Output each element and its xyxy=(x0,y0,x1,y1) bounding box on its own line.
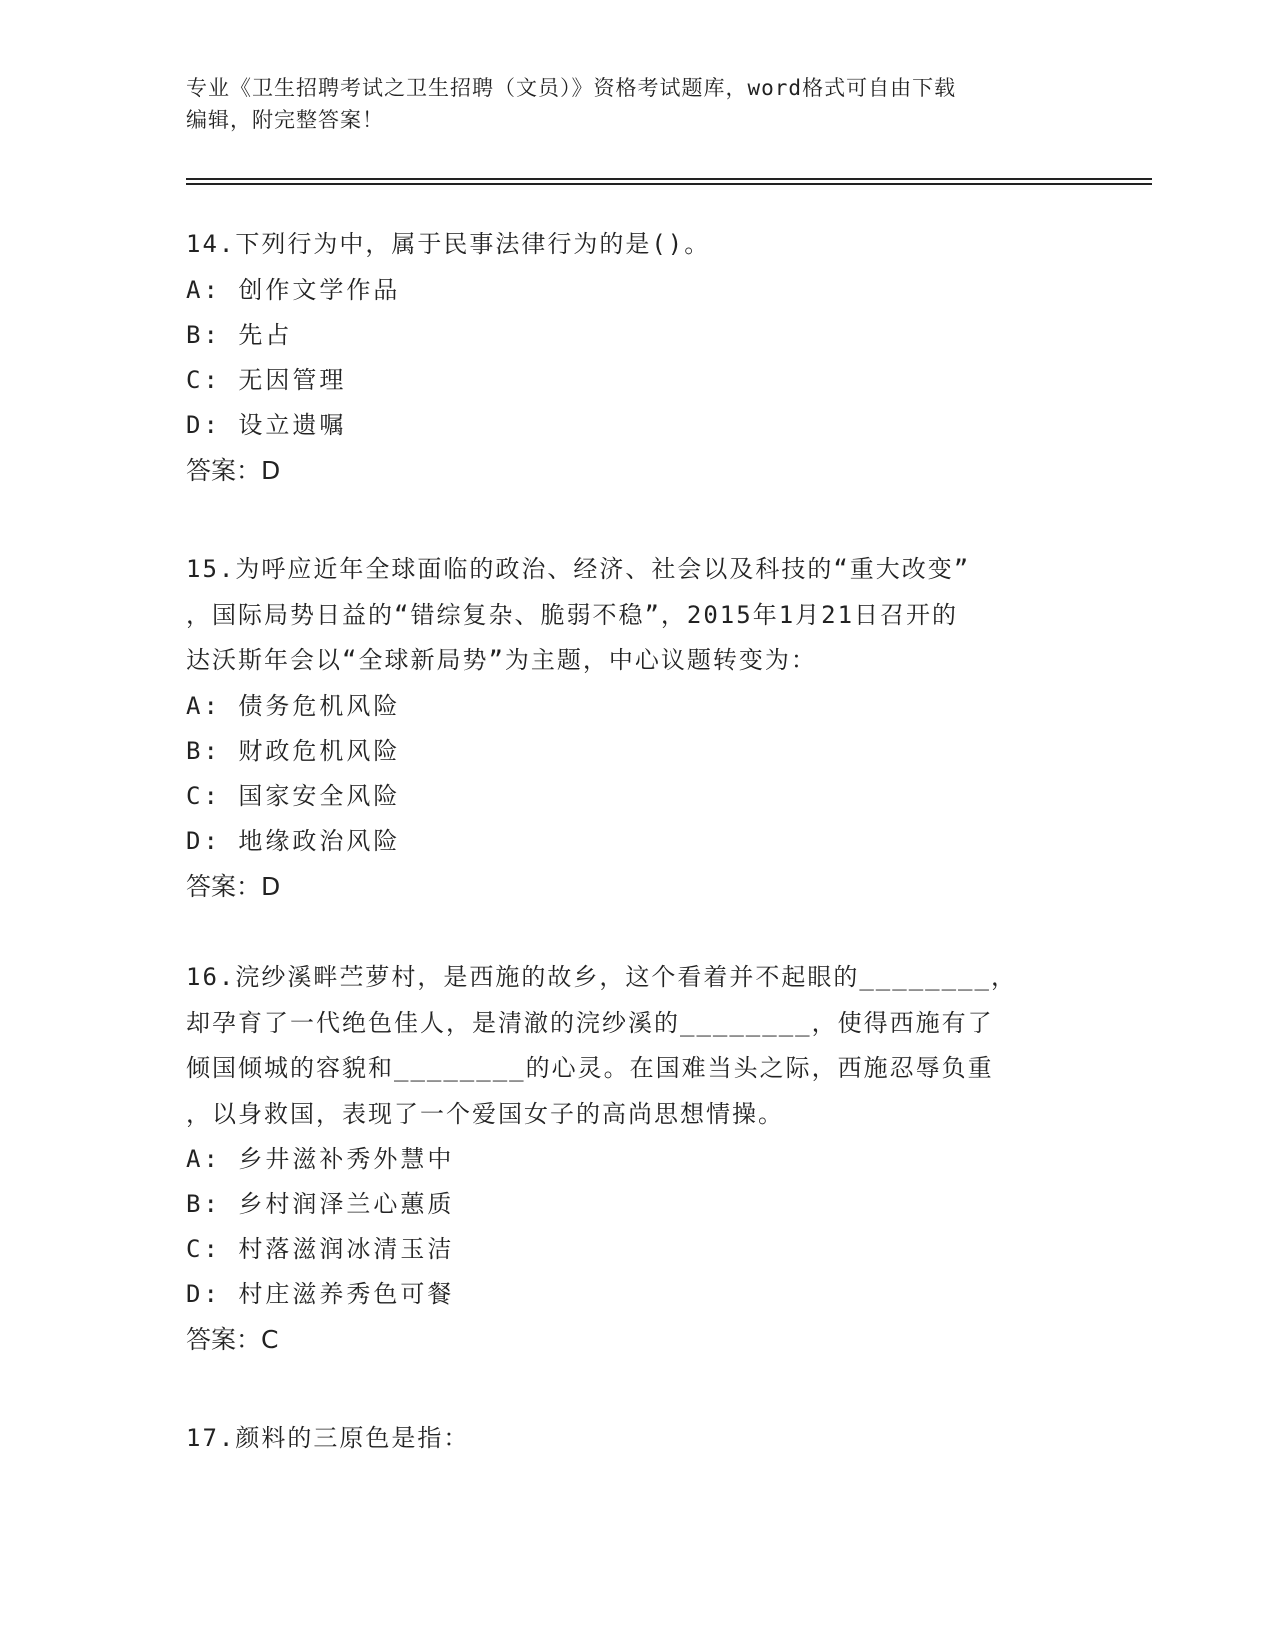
question-text: 倾国倾城的容貌和________的心灵。在国难当头之际，西施忍辱负重 xyxy=(186,1054,994,1082)
option-c: C: 村落滋润冰清玉洁 xyxy=(186,1235,455,1263)
question-16 xyxy=(186,955,1086,1362)
question-text: ，以身救国，表现了一个爱国女子的高尚思想情操。 xyxy=(186,1099,784,1128)
question-text: 17.颜料的三原色是指： xyxy=(186,1424,470,1452)
question-17 xyxy=(186,1416,1086,1462)
divider-line xyxy=(186,178,1152,180)
option-a: A: 乡井滋补秀外慧中 xyxy=(186,1145,455,1173)
option-d: D: 地缘政治风险 xyxy=(186,826,401,855)
option-d: D: 设立遗嘱 xyxy=(186,410,347,439)
option-b: B: 乡村润泽兰心蕙质 xyxy=(186,1190,455,1218)
answer: 答案：D xyxy=(186,455,281,485)
question-text: 14.下列行为中，属于民事法律行为的是()。 xyxy=(186,230,711,258)
document-header xyxy=(186,72,1086,136)
question-14 xyxy=(186,222,1086,493)
option-a: A: 债务危机风险 xyxy=(186,691,401,720)
option-b: B: 先占 xyxy=(186,320,293,349)
question-text: 达沃斯年会以“全球新局势”为主题，中心议题转变为： xyxy=(186,646,817,674)
question-text: 15.为呼应近年全球面临的政治、经济、社会以及科技的“重大改变” xyxy=(186,555,971,583)
option-c: C: 无因管理 xyxy=(186,365,347,394)
question-text: 却孕育了一代绝色佳人，是清澈的浣纱溪的________，使得西施有了 xyxy=(186,1008,994,1037)
option-a: A: 创作文学作品 xyxy=(186,275,401,304)
header-divider xyxy=(186,178,1152,185)
answer: 答案：D xyxy=(186,871,281,901)
option-d: D: 村庄滋养秀色可餐 xyxy=(186,1280,455,1308)
header-line: 专业《卫生招聘考试之卫生招聘（文员）》资格考试题库，word格式可自由下载 xyxy=(186,76,957,100)
divider-line xyxy=(186,183,1152,185)
question-15 xyxy=(186,547,1086,909)
option-b: B: 财政危机风险 xyxy=(186,736,401,765)
question-text: 16.浣纱溪畔苎萝村，是西施的故乡，这个看着并不起眼的________， xyxy=(186,963,1017,991)
header-line: 编辑，附完整答案！ xyxy=(186,108,384,132)
answer: 答案：C xyxy=(186,1325,279,1354)
question-text: ，国际局势日益的“错综复杂、脆弱不稳”，2015年1月21日召开的 xyxy=(186,600,959,629)
option-c: C: 国家安全风险 xyxy=(186,781,401,810)
